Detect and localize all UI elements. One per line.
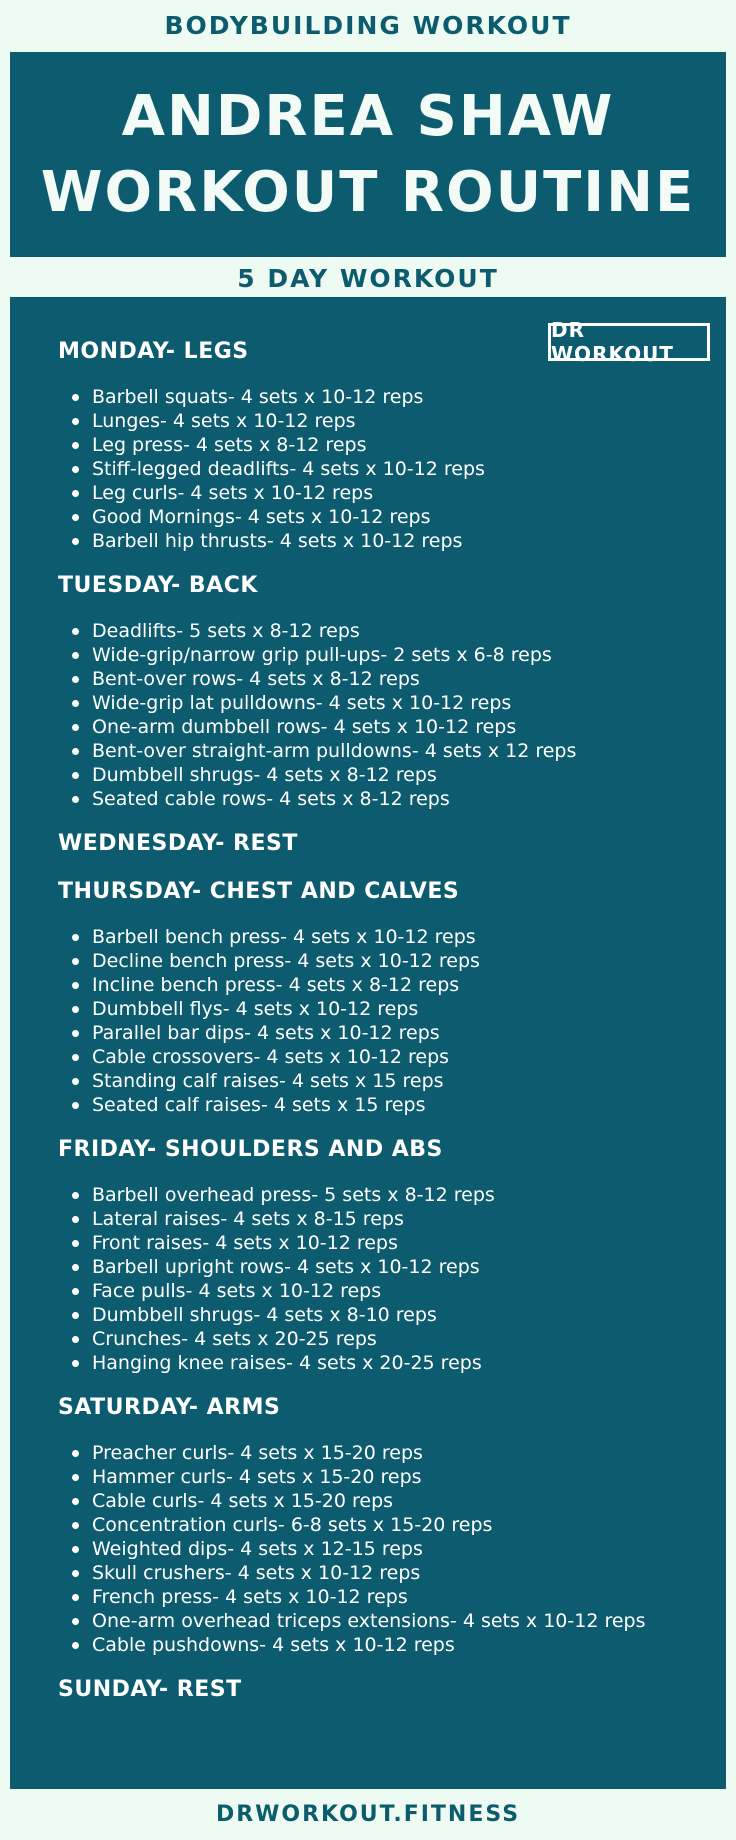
- exercise-item: [58, 997, 698, 1021]
- exercise-item: [58, 1465, 698, 1489]
- exercise-text: Weighted dips- 4 sets x 12-15 reps: [92, 1538, 423, 1560]
- exercise-text: Cable curls- 4 sets x 15-20 reps: [92, 1490, 394, 1512]
- exercise-text: Preacher curls- 4 sets x 15-20 reps: [92, 1442, 423, 1464]
- exercise-text: Lateral raises- 4 sets x 8-15 reps: [92, 1208, 404, 1230]
- exercise-item: [58, 739, 698, 763]
- exercise-item: [58, 1513, 698, 1537]
- bullet-icon: [72, 1594, 79, 1601]
- exercise-text: Seated cable rows- 4 sets x 8-12 reps: [92, 788, 450, 810]
- bullet-icon: [72, 1288, 79, 1295]
- exercise-text: Seated calf raises- 4 sets x 15 reps: [92, 1094, 426, 1116]
- bullet-icon: [72, 1570, 79, 1577]
- bullet-icon: [72, 796, 79, 803]
- bullet-icon: [72, 1264, 79, 1271]
- day-title: THURSDAY- CHEST AND CALVES: [58, 879, 460, 904]
- day-title: FRIDAY- SHOULDERS AND ABS: [58, 1137, 443, 1162]
- exercise-item: [58, 505, 698, 529]
- bullet-icon: [72, 442, 79, 449]
- exercise-item: [58, 1585, 698, 1609]
- exercise-item: [58, 1183, 698, 1207]
- exercise-text: Face pulls- 4 sets x 10-12 reps: [92, 1280, 382, 1302]
- exercise-item: [58, 409, 698, 433]
- exercise-text: Dumbbell shrugs- 4 sets x 8-12 reps: [92, 764, 437, 786]
- exercise-text: Hanging knee raises- 4 sets x 20-25 reps: [92, 1352, 482, 1374]
- bullet-icon: [72, 1498, 79, 1505]
- exercise-item: [58, 529, 698, 553]
- exercise-text: Barbell hip thrusts- 4 sets x 10-12 reps: [92, 530, 463, 552]
- bullet-icon: [72, 1360, 79, 1367]
- bullet-icon: [72, 1450, 79, 1457]
- bullet-icon: [72, 1192, 79, 1199]
- exercise-text: Wide-grip lat pulldowns- 4 sets x 10-12 reps: [92, 692, 512, 714]
- exercise-text: Barbell bench press- 4 sets x 10-12 reps: [92, 926, 476, 948]
- bullet-icon: [72, 1240, 79, 1247]
- day-section: [58, 1135, 698, 1375]
- exercise-text: Barbell squats- 4 sets x 10-12 reps: [92, 386, 424, 408]
- exercise-text: Parallel bar dips- 4 sets x 10-12 reps: [92, 1022, 440, 1044]
- exercise-list: [58, 1183, 698, 1375]
- bullet-icon: [72, 1054, 79, 1061]
- bullet-icon: [72, 1102, 79, 1109]
- exercise-item: [58, 1489, 698, 1513]
- exercise-item: [58, 1303, 698, 1327]
- bullet-icon: [72, 1336, 79, 1343]
- exercise-text: Good Mornings- 4 sets x 10-12 reps: [92, 506, 431, 528]
- exercise-list: [58, 619, 698, 811]
- exercise-list: [58, 925, 698, 1117]
- bullet-icon: [72, 490, 79, 497]
- exercise-item: [58, 619, 698, 643]
- bullet-icon: [72, 1618, 79, 1625]
- exercise-text: Wide-grip/narrow grip pull-ups- 2 sets x 6-8 reps: [92, 644, 552, 666]
- bullet-icon: [72, 538, 79, 545]
- exercise-item: [58, 925, 698, 949]
- day-section: [58, 1675, 698, 1705]
- days-container: [58, 337, 698, 1723]
- day-section: [58, 877, 698, 1117]
- exercise-item: [58, 457, 698, 481]
- exercise-text: Lunges- 4 sets x 10-12 reps: [92, 410, 356, 432]
- bullet-icon: [72, 1522, 79, 1529]
- bullet-icon: [72, 1006, 79, 1013]
- bullet-icon: [72, 700, 79, 707]
- bullet-icon: [72, 772, 79, 779]
- day-title: MONDAY- LEGS: [58, 339, 249, 364]
- bullet-icon: [72, 982, 79, 989]
- exercise-text: Dumbbell shrugs- 4 sets x 8-10 reps: [92, 1304, 437, 1326]
- exercise-text: Cable pushdowns- 4 sets x 10-12 reps: [92, 1634, 455, 1656]
- exercise-item: [58, 385, 698, 409]
- bullet-icon: [72, 628, 79, 635]
- bullet-icon: [72, 1312, 79, 1319]
- exercise-item: [58, 763, 698, 787]
- bullet-icon: [72, 1642, 79, 1649]
- day-section: [58, 1393, 698, 1657]
- bullet-icon: [72, 418, 79, 425]
- exercise-text: Leg press- 4 sets x 8-12 reps: [92, 434, 367, 456]
- exercise-item: [58, 1279, 698, 1303]
- exercise-text: One-arm dumbbell rows- 4 sets x 10-12 reps: [92, 716, 517, 738]
- exercise-item: [58, 787, 698, 811]
- exercise-text: Cable crossovers- 4 sets x 10-12 reps: [92, 1046, 450, 1068]
- exercise-item: [58, 973, 698, 997]
- exercise-item: [58, 1231, 698, 1255]
- bullet-icon: [72, 394, 79, 401]
- exercise-item: [58, 433, 698, 457]
- bullet-icon: [72, 466, 79, 473]
- exercise-text: Hammer curls- 4 sets x 15-20 reps: [92, 1466, 422, 1488]
- exercise-item: [58, 1561, 698, 1585]
- bullet-icon: [72, 1030, 79, 1037]
- exercise-item: [58, 1537, 698, 1561]
- bullet-icon: [72, 934, 79, 941]
- day-section: [58, 571, 698, 811]
- top-label: BODYBUILDING WORKOUT: [164, 10, 572, 40]
- exercise-text: Concentration curls- 6-8 sets x 15-20 reps: [92, 1514, 493, 1536]
- bullet-icon: [72, 958, 79, 965]
- exercise-item: [58, 715, 698, 739]
- exercise-text: Front raises- 4 sets x 10-12 reps: [92, 1232, 398, 1254]
- exercise-text: Deadlifts- 5 sets x 8-12 reps: [92, 620, 360, 642]
- exercise-item: [58, 1069, 698, 1093]
- exercise-item: [58, 1327, 698, 1351]
- footer-site[interactable]: DRWORKOUT.FITNESS: [215, 1802, 521, 1827]
- bullet-icon: [72, 1474, 79, 1481]
- day-section: [58, 829, 698, 859]
- page-title-line2: WORKOUT ROUTINE: [40, 159, 696, 225]
- exercise-text: French press- 4 sets x 10-12 reps: [92, 1586, 408, 1608]
- exercise-text: Crunches- 4 sets x 20-25 reps: [92, 1328, 377, 1350]
- bullet-icon: [72, 1216, 79, 1223]
- day-title: SUNDAY- REST: [58, 1677, 242, 1702]
- sub-label: 5 DAY WORKOUT: [237, 263, 499, 293]
- bullet-icon: [72, 748, 79, 755]
- bullet-icon: [72, 514, 79, 521]
- day-title: TUESDAY- BACK: [58, 573, 258, 598]
- day-section: [58, 337, 698, 553]
- exercise-text: Dumbbell flys- 4 sets x 10-12 reps: [92, 998, 419, 1020]
- exercise-item: [58, 1609, 698, 1633]
- exercise-item: [58, 1207, 698, 1231]
- bullet-icon: [72, 676, 79, 683]
- exercise-text: Barbell upright rows- 4 sets x 10-12 reps: [92, 1256, 480, 1278]
- exercise-item: [58, 643, 698, 667]
- exercise-item: [58, 1093, 698, 1117]
- bullet-icon: [72, 1546, 79, 1553]
- exercise-text: Leg curls- 4 sets x 10-12 reps: [92, 482, 374, 504]
- exercise-text: Barbell overhead press- 5 sets x 8-12 reps: [92, 1184, 495, 1206]
- exercise-item: [58, 481, 698, 505]
- exercise-text: Incline bench press- 4 sets x 8-12 reps: [92, 974, 460, 996]
- bullet-icon: [72, 724, 79, 731]
- exercise-item: [58, 1633, 698, 1657]
- exercise-item: [58, 667, 698, 691]
- brand-box: DR WORKOUT: [548, 323, 710, 361]
- hero-banner: [10, 52, 726, 257]
- exercise-text: Bent-over straight-arm pulldowns- 4 sets x 12 reps: [92, 740, 577, 762]
- bullet-icon: [72, 1078, 79, 1085]
- day-title: SATURDAY- ARMS: [58, 1395, 281, 1420]
- exercise-item: [58, 1351, 698, 1375]
- exercise-item: [58, 1045, 698, 1069]
- exercise-item: [58, 1255, 698, 1279]
- exercise-item: [58, 1021, 698, 1045]
- workout-panel: [10, 297, 726, 1789]
- exercise-item: [58, 949, 698, 973]
- exercise-list: [58, 1441, 698, 1657]
- exercise-text: Stiff-legged deadlifts- 4 sets x 10-12 reps: [92, 458, 485, 480]
- exercise-list: [58, 385, 698, 553]
- exercise-item: [58, 1441, 698, 1465]
- exercise-text: Skull crushers- 4 sets x 10-12 reps: [92, 1562, 421, 1584]
- exercise-text: Decline bench press- 4 sets x 10-12 reps: [92, 950, 480, 972]
- page-title-line1: ANDREA SHAW: [121, 83, 615, 149]
- day-title: WEDNESDAY- REST: [58, 831, 298, 856]
- bullet-icon: [72, 652, 79, 659]
- exercise-text: One-arm overhead triceps extensions- 4 sets x 10-12 reps: [92, 1610, 646, 1632]
- exercise-text: Standing calf raises- 4 sets x 15 reps: [92, 1070, 444, 1092]
- exercise-text: Bent-over rows- 4 sets x 8-12 reps: [92, 668, 420, 690]
- exercise-item: [58, 691, 698, 715]
